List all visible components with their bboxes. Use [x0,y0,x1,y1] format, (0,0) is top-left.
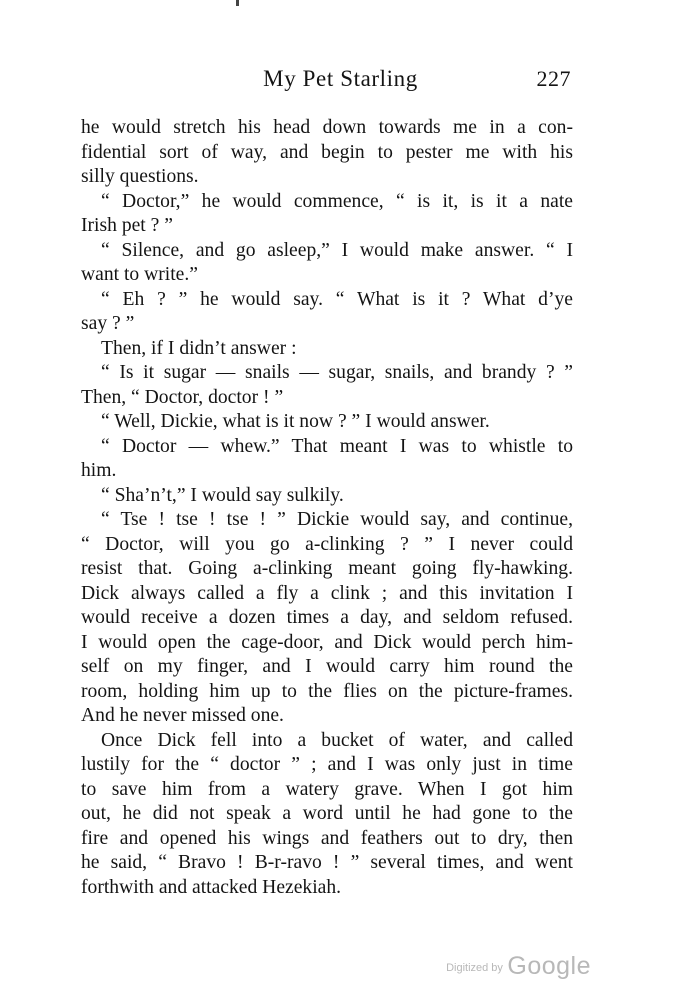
text-line: lustily for the “ doctor ” ; and I was only just in time [81,754,573,775]
text-line: say ? ” [81,313,135,334]
text-line: “ Is it sugar — snails — sugar, snails, and brandy ? ” [101,362,573,383]
text-line: him. [81,460,117,481]
text-line: to save him from a watery grave. When I got him [81,778,573,800]
text-line: would receive a dozen times a day, and seldom refused. [81,607,573,628]
page-header [0,66,681,96]
body-text [81,116,573,900]
text-line: “ Doctor — whew.” That meant I was to whistle to [101,435,573,457]
text-line: “ Tse ! tse ! tse ! ” Dickie would say, and continue, [101,509,573,530]
google-watermark [446,952,591,981]
text-line: resist that. Going a-clinking meant going fly-hawking. [81,558,573,579]
text-line: Irish pet ? ” [81,215,173,236]
text-line: “ Well, Dickie, what is it now ? ” I would answer. [101,411,490,432]
text-line: “ Eh ? ” he would say. “ What is it ? What d’ye [101,288,573,310]
text-line: room, holding him up to the flies on the picture-frames. [81,680,573,702]
text-line: “ Doctor,” he would commence, “ is it, is it a nate [101,190,573,212]
text-line: forthwith and attacked Hezekiah. [81,876,342,898]
text-line: self on my finger, and I would carry him round the [81,656,573,677]
text-line: fire and opened his wings and feathers out to dry, then [81,827,573,849]
text-line: out, he did not speak a word until he had gone to the [81,803,573,824]
text-line: “ Silence, and go asleep,” I would make answer. “ I [101,239,573,261]
text-line: he said, “ Bravo ! B-r-ravo ! ” several times, and went [81,852,573,873]
text-line: “ Sha’n’t,” I would say sulkily. [101,484,344,506]
watermark-prefix: Digitized by [446,962,503,974]
text-line: Once Dick fell into a bucket of water, and called [101,729,573,751]
text-line: he would stretch his head down towards me in a con- [81,117,573,138]
text-line: Then, if I didn’t answer : [101,337,297,359]
text-line: Then, “ Doctor, doctor ! ” [81,386,284,408]
watermark-brand: Google [507,952,591,980]
text-line: fidential sort of way, and begin to pester me with his [81,141,573,163]
page-number: 227 [536,66,571,91]
text-line: And he never missed one. [81,705,284,726]
text-line: want to write.” [81,264,198,285]
running-title: My Pet Starling [263,66,418,91]
scan-mark [236,0,239,6]
text-line: Dick always called a fly a clink ; and this invitation I [81,582,573,604]
text-line: “ Doctor, will you go a-clinking ? ” I never could [81,533,573,555]
text-line: silly questions. [81,166,199,187]
text-line: I would open the cage-door, and Dick would perch him- [81,631,573,653]
